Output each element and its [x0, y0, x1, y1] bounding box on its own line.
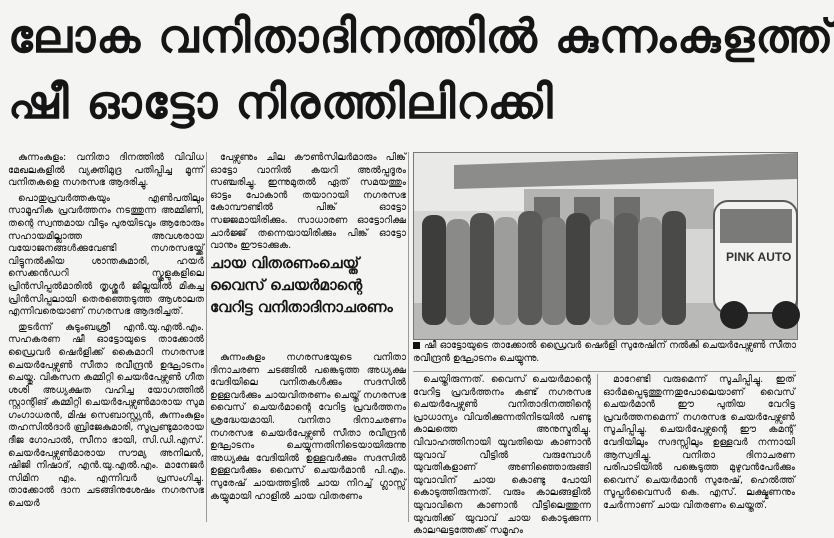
headline-line-2: ഷീ ഓട്ടോ നിരത്തിലിറക്കി: [8, 75, 554, 129]
column-divider: [206, 152, 207, 522]
photo-caption: [413, 340, 796, 370]
vehicle-label: PINK AUTO: [726, 250, 792, 264]
article-column-2-continued: [210, 352, 406, 522]
caption-divider: [413, 371, 796, 372]
paragraph: കുന്നംകുളം നഗരസഭയുടെ വനിതാ ദിനാചരണ ചടങ്ങിൽ പങ്കെടുത്ത അധ്യക്ഷ വേദിയിലെ വനിതകൾക്കും സദസിൽ ഉള്ളവർക്കും ചായവിതരണം ചെയ്ത് നഗരസഭ വൈസ് ചെയർമാന്റെ വേറിട്ട പ്രവർത്തനം ശ്രദ്ധേയമായി. വനിതാ ദിനാചരണം നഗരസഭ ചെയർപേഴ്സൺ സീതാ രവീന്ദ്രൻ ഉദ്ഘാടനം ചെയ്യുന്നതിനിടെയായിരുന്നു അധ്യക്ഷ വേദിയിൽ ഉള്ളവർക്കും സദസിൽ ഉള്ളവർക്കും വൈസ് ചെയർമാൻ പി.എം. സുരേഷ് ചായത്തട്ടിൽ ചായ നിറച്ച് ഗ്ലാസ്സ് കയ്യുമായി ഹാളിൽ ചായ വിതരണം: [210, 352, 406, 502]
column-divider: [408, 152, 409, 522]
women-with-pink-auto-photo: [414, 153, 797, 339]
news-photo: [413, 152, 798, 340]
article-column-4: [603, 374, 795, 524]
caption-bullet-icon: [413, 342, 420, 349]
article-column-2: [210, 152, 406, 252]
column-divider: [597, 374, 598, 522]
article-column-3: [413, 374, 591, 537]
paragraph: മാറേണ്ടി വരുമെന്ന് സൂചിപ്പിച്ചു. ഇത് ഓർമപ്പെടുത്തുന്നതുപോലെയാണ് വൈസ് ചെയർമാൻ ഈ പുതിയ വേറിട്ട പ്രവർത്തനമെന്ന് നഗരസഭ ചെയർപേഴ്സൺ സൂചിപ്പിച്ചു. ചെയർപേഴ്സന്റെ ഈ കമന്റ് വേദിയിലും സദസ്സിലും ഉള്ളവർ നന്നായി ആസ്വദിച്ചു. വനിതാ ദിനാചരണ പരിപാടിയിൽ പങ്കെടുത്ത മുഴുവൻപേർക്കും വൈസ് ചെയർമാൻ സുരേഷ്, ഹെൽത്ത് സൂപ്പർവൈസർ കെ. എസ്. ലക്ഷ്മണനും ചേർന്നാണ് ചായ വിതരണം ചെയ്തത്.: [603, 374, 795, 511]
paragraph: തുടർന്ന് കുടുംബശ്രീ എൻ.യു.എൽ.എം. സഹകരണ ഷീ ഓട്ടോയുടെ താക്കോൽ ഡ്രൈവർ ഷെർളിക്ക് കൈമാറി നഗരസഭ ചെയർപേഴ്സൺ സീതാ രവീന്ദ്രൻ ഉദ്ഘാടനം ചെയ്തു. വികസന കമ്മിറ്റി ചെയർപേഴ്സൺ ഗീത ശശി അധ്യക്ഷത വഹിച്ച യോഗത്തിൽ സ്റ്റാന്റിങ് കമ്മിറ്റി ചെയർപേഴ്സൺമാരായ സുമ ഗംഗാധരൻ, മിഷ സെബാസ്റ്റ്യൻ, കുന്നംകുളം തഹസിൽദാർ ബ്രിജേകുമാരി, സൂപ്രണ്ടുമാരായ ദീജ ഗോപാൽ, സീനാ ഭായി, സി.ഡി.എസ്. ചെയർപേഴ്സൺമാരായ സൗമ്യ അനിലൻ, ഷിജി നിഷാദ്, എൻ.യു.എൽ.എം. മാനേജർ സിമിന എം. എന്നിവർ പ്രസംഗിച്ചു. താക്കോൽ ദാന ചടങ്ങിനുശേഷം നഗരസഭ ചെയർ: [8, 321, 204, 510]
paragraph: ചെയ്തിരുന്നത്. വൈസ് ചെയർമാന്റെ വേറിട്ട പ്രവർത്തനം കണ്ട് നഗരസഭ ചെയർപേഴ്സൺ വനിതാദിനത്തിന്റെ പ്രാധാന്യം വിവരിക്കുന്നതിനിടയിൽ പണ്ടു കാലത്തെ അനുസ്മരിച്ചു. വിവാഹത്തിനായി യുവതിയെ കാണാൻ യുവാവ് വീട്ടിൽ വരുമ്പോൾ യുവതികളാണ് അണിഞ്ഞൊരുങ്ങി യുവാവിന് ചായ കൊണ്ടു പോയി കൊടുത്തിരുന്നത്. വരും കാലങ്ങളിൽ യുവാവിനെ കാണാൻ വീട്ടിലെത്തുന്ന യുവതിക്ക് യുവാവ് ചായ കൊടുക്കുന്ന കാലഘട്ടത്തേക്ക് സമൂഹം: [413, 374, 591, 537]
article-column-1: [8, 152, 204, 522]
photo-caption-text: ഷീ ഓട്ടോയുടെ താക്കോൽ ഡ്രൈവർ ഷെർളി സുരേഷിന് നൽകി ചെയർപേഴ്സൺ സീതാ രവീന്ദ്രൻ ഉദ്ഘാടനം ചെയ്യുന്നു.: [413, 340, 796, 364]
paragraph: പേഴ്സണും ചില കൗൺസിലർമാരും പിങ്ക് ഓട്ടോ വാനിൽ കയറി അൽപ്പദൂരം സഞ്ചരിച്ചു. ഇന്നുമുതൽ ഏത് സമയത്തും ഓട്ടം പോകാൻ തയാറായി നഗരസഭ കോമ്പൗണ്ടിൽ പിങ്ക് ഓട്ടോ സജ്ജമായിരിക്കും. സാധാരണ ഓട്ടോറിക്ഷ ചാർജ്ജ് തന്നെയായിരിക്കും പിങ്ക് ഓട്ടോ വാനും ഈടാക്കുക.: [210, 152, 406, 252]
paragraph: പൊതുപ്രവർത്തകയും എൺപതിലും സാമൂഹിക പ്രവർത്തനം നടത്തുന്ന അമ്മിണി, തന്റെ സ്വന്തമായ വീടും പുരയിടവും ആരോരും സഹായമില്ലാത്ത അവശരായ വയോജനങ്ങൾക്കുവേണ്ടി നഗരസഭയ്ക്ക് വിട്ടുനൽകിയ ശാന്തകുമാരി, ഹയർ സെക്കൻഡറി സ്കൂളുകളിലെ പ്രിൻസിപ്പൽമാരിൽ തൃശ്ശൂർ ജില്ലയിൽ മികച്ച പ്രിൻസിപ്പലായി തെരഞ്ഞെടുത്ത ആശാലത എന്നിവരെയാണ് നഗരസഭ ആദരിച്ചത്.: [8, 192, 204, 318]
subheading: ചായ വിതരണംചെയ്ത് വൈസ് ചെയർമാന്റെ വേറിട്ട വനിതാദിനാചരണം: [210, 254, 393, 316]
paragraph: കുന്നംകുളം: വനിതാ ദിനത്തിൽ വിവിധ മേഖലകളിൽ വ്യക്തിമുദ്ര പതിപ്പിച്ച മൂന്ന് വനിതകളെ നഗരസഭ ആദരിച്ചു.: [8, 152, 204, 189]
headline-line-1: ലോക വനിതാദിനത്തിൽ കുന്നംകുളത്ത്: [8, 9, 834, 63]
